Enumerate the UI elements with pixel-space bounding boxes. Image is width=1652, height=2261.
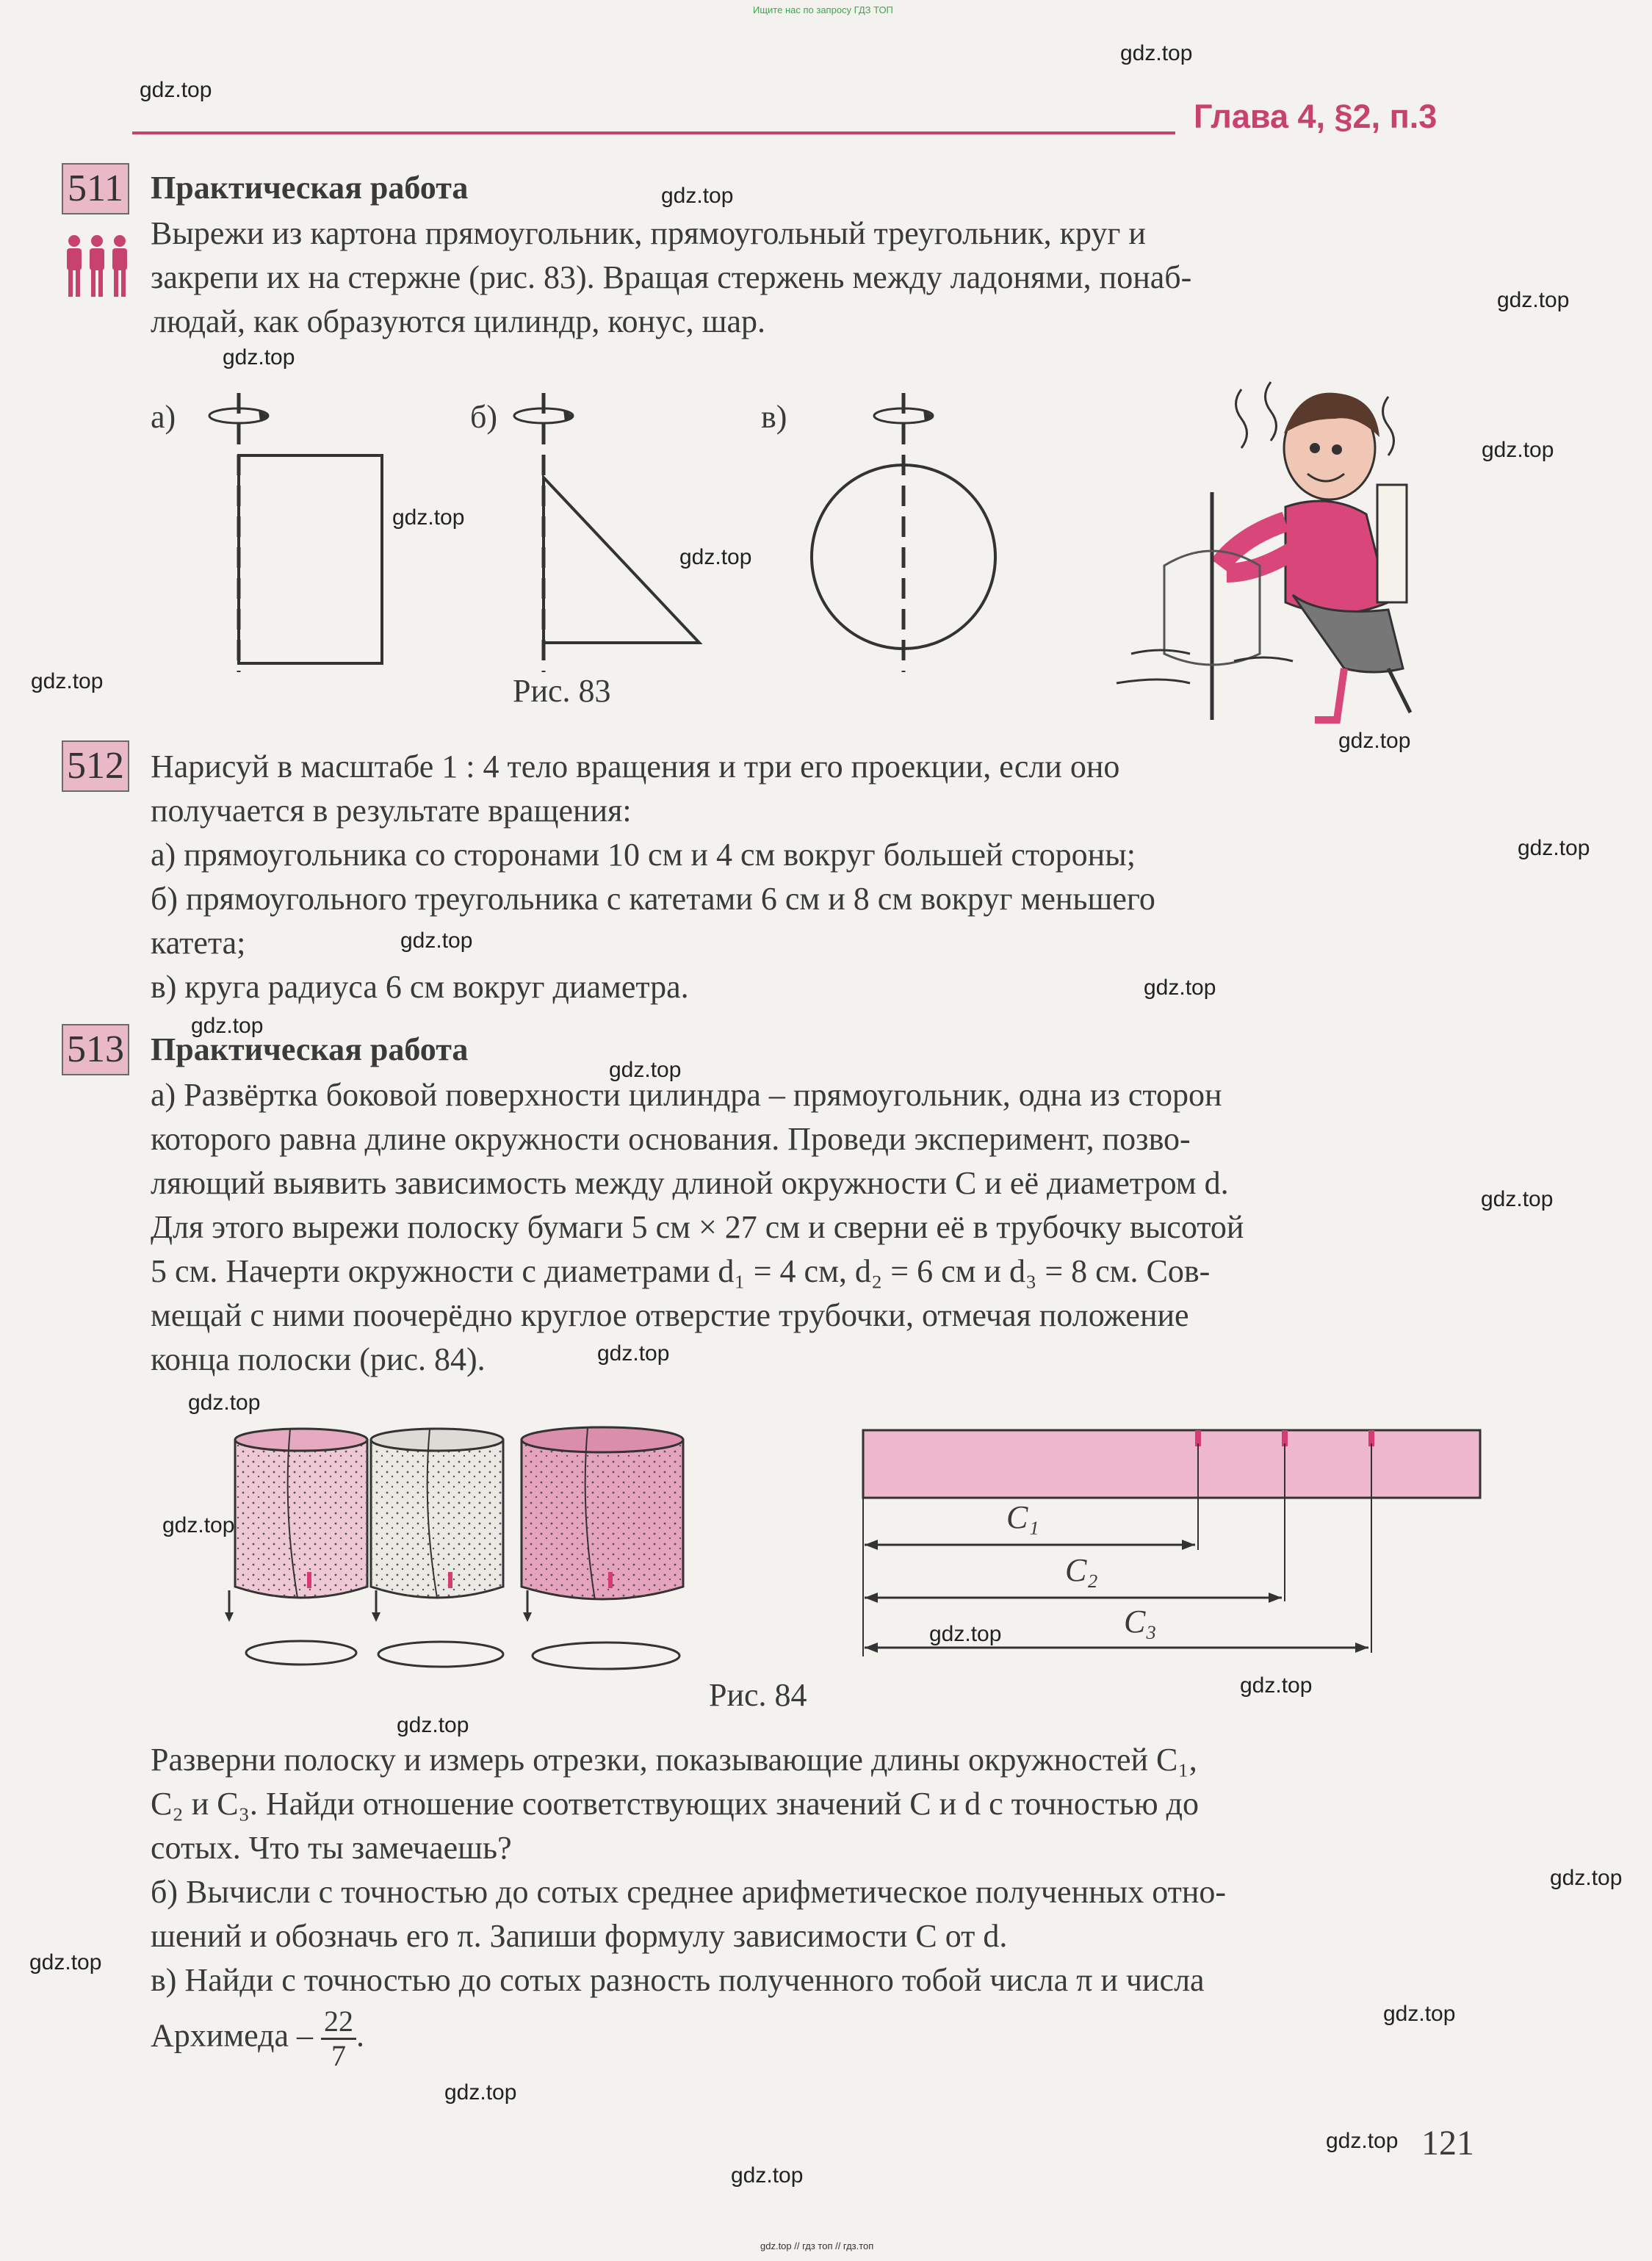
watermark: gdz.top [929, 1622, 1002, 1646]
task-513-text-line: 5 см. Начерти окружности с диаметрами d₁ = 4 см, d₂ = 6 см и d₃ = 8 см. Сов- [151, 1253, 1211, 1289]
task-513-text-line: C₂ и C₃. Найди отношение соответствующих значений C и d с точностью до [151, 1786, 1200, 1822]
task-512-text-line: Нарисуй в масштабе 1 : 4 тело вращения и три его проекции, если оно [151, 749, 1120, 785]
fraction-denominator: 7 [331, 2039, 347, 2072]
task-513-text-line: мещай с ними поочерёдно круглое отверстие трубочки, отмечая положение [151, 1297, 1189, 1333]
task-number-512: 512 [62, 740, 129, 792]
watermark: gdz.top [1326, 2129, 1399, 2153]
chapter-rule [132, 131, 1175, 134]
task-512-text-line: а) прямоугольника со сторонами 10 см и 4 см вокруг большей стороны; [151, 837, 1136, 873]
watermark: gdz.top [1240, 1673, 1313, 1698]
fig84-paper-tubes [220, 1418, 690, 1682]
fig84-label-c2: C₂ [1065, 1552, 1098, 1588]
watermark: gdz.top [1518, 836, 1590, 860]
fig84-caption: Рис. 84 [709, 1677, 807, 1713]
task-511-text-line: людай, как образуются цилиндр, конус, шар. [151, 303, 766, 339]
fig83-label-v: в) [761, 399, 787, 435]
task-number-511: 511 [62, 163, 129, 214]
task-512-text-line: б) прямоугольного треугольника с катетами 6 см и 8 см вокруг меньшего [151, 881, 1155, 917]
watermark: gdz.top [597, 1341, 670, 1366]
task-513-text-line: Разверни полоску и измерь отрезки, показывающие длины окружностей C₁, [151, 1742, 1197, 1778]
watermark: gdz.top [1383, 2002, 1456, 2026]
task-513-last-line [151, 2005, 364, 2072]
fig83-triangle [507, 389, 713, 676]
archimedes-label: Архимеда – [151, 2017, 314, 2054]
task-513-text-line: шений и обозначь его π. Запиши формулу зависимости C от d. [151, 1918, 1008, 1954]
watermark: gdz.top [679, 545, 752, 569]
watermark: gdz.top [188, 1391, 261, 1415]
task-513-text-line: сотых. Что ты замечаешь? [151, 1830, 512, 1866]
boy-spinning-rod-illustration [1087, 375, 1425, 727]
watermark: gdz.top [29, 1950, 102, 1975]
task-513-text-line: ляющий выявить зависимость между длиной окружности C и её диаметром d. [151, 1165, 1229, 1201]
watermark: gdz.top [31, 669, 104, 693]
task-511-text-line: закрепи их на стержне (рис. 83). Вращая стержень между ладонями, понаб- [151, 259, 1192, 295]
task-513-text-line: в) Найди с точностью до сотых разность полученного тобой числа π и числа [151, 1962, 1205, 1998]
fig83-rectangle [198, 389, 404, 676]
top-note: Ищите нас по запросу ГДЗ ТОП [753, 4, 893, 15]
page-number: 121 [1421, 2124, 1474, 2163]
watermark: gdz.top [731, 2163, 804, 2188]
watermark: gdz.top [444, 2080, 517, 2105]
watermark: gdz.top [1144, 976, 1216, 1000]
watermark: gdz.top [397, 1713, 469, 1737]
fig83-caption: Рис. 83 [513, 673, 611, 709]
watermark: gdz.top [223, 345, 295, 369]
task-511-title: Практическая работа [151, 170, 469, 206]
fig84-label-c1: C₁ [1006, 1499, 1039, 1535]
watermark: gdz.top [1338, 729, 1411, 753]
fig84-paper-strip [856, 1421, 1487, 1671]
task-512-text-line: в) круга радиуса 6 см вокруг диаметра. [151, 969, 689, 1005]
watermark: gdz.top [140, 78, 212, 102]
task-511-text-line: Вырежи из картона прямоугольник, прямоугольный треугольник, круг и [151, 215, 1146, 251]
watermark: gdz.top [1481, 1187, 1554, 1211]
task-513-text-line: конца полоски (рис. 84). [151, 1341, 486, 1377]
fraction-numerator: 22 [321, 2005, 356, 2040]
task-513-text-line: Для этого вырежи полоску бумаги 5 см × 27 см и сверни её в трубочку высотой [151, 1209, 1244, 1245]
group-work-icon [63, 234, 131, 300]
watermark: gdz.top [661, 184, 734, 208]
watermark: gdz.top [392, 505, 465, 530]
fig83-label-a: а) [151, 399, 176, 435]
task-513-title: Практическая работа [151, 1031, 469, 1067]
watermark: gdz.top [1482, 438, 1554, 462]
task-512-text-line: катета; [151, 925, 246, 961]
task-513-text-line: которого равна длине окружности основания. Проведи эксперимент, позво- [151, 1121, 1191, 1157]
watermark: gdz.top [400, 928, 473, 953]
chapter-heading: Глава 4, §2, п.3 [1194, 98, 1438, 135]
task-512-text-line: получается в результате вращения: [151, 793, 632, 829]
fig83-label-b: б) [470, 399, 498, 435]
watermark: gdz.top [1120, 41, 1193, 65]
watermark: gdz.top [1497, 288, 1570, 312]
task-513-text-line: а) Развёртка боковой поверхности цилиндра – прямоугольник, одна из сторон [151, 1077, 1222, 1113]
fig84-label-c3: C₃ [1124, 1604, 1157, 1640]
watermark: gdz.top [162, 1513, 235, 1537]
watermark: gdz.top [1550, 1866, 1623, 1890]
fraction-22-7 [321, 2005, 356, 2072]
watermark: gdz.top [609, 1058, 682, 1082]
fig83-circle [808, 389, 1006, 676]
bottom-note: gdz.top // гдз топ // гдз.топ [760, 2240, 874, 2251]
task-number-513: 513 [62, 1024, 129, 1075]
last-line-period: . [356, 2017, 365, 2054]
task-513-text-line: б) Вычисли с точностью до сотых среднее арифметическое полученных отно- [151, 1874, 1227, 1910]
watermark: gdz.top [191, 1014, 264, 1038]
